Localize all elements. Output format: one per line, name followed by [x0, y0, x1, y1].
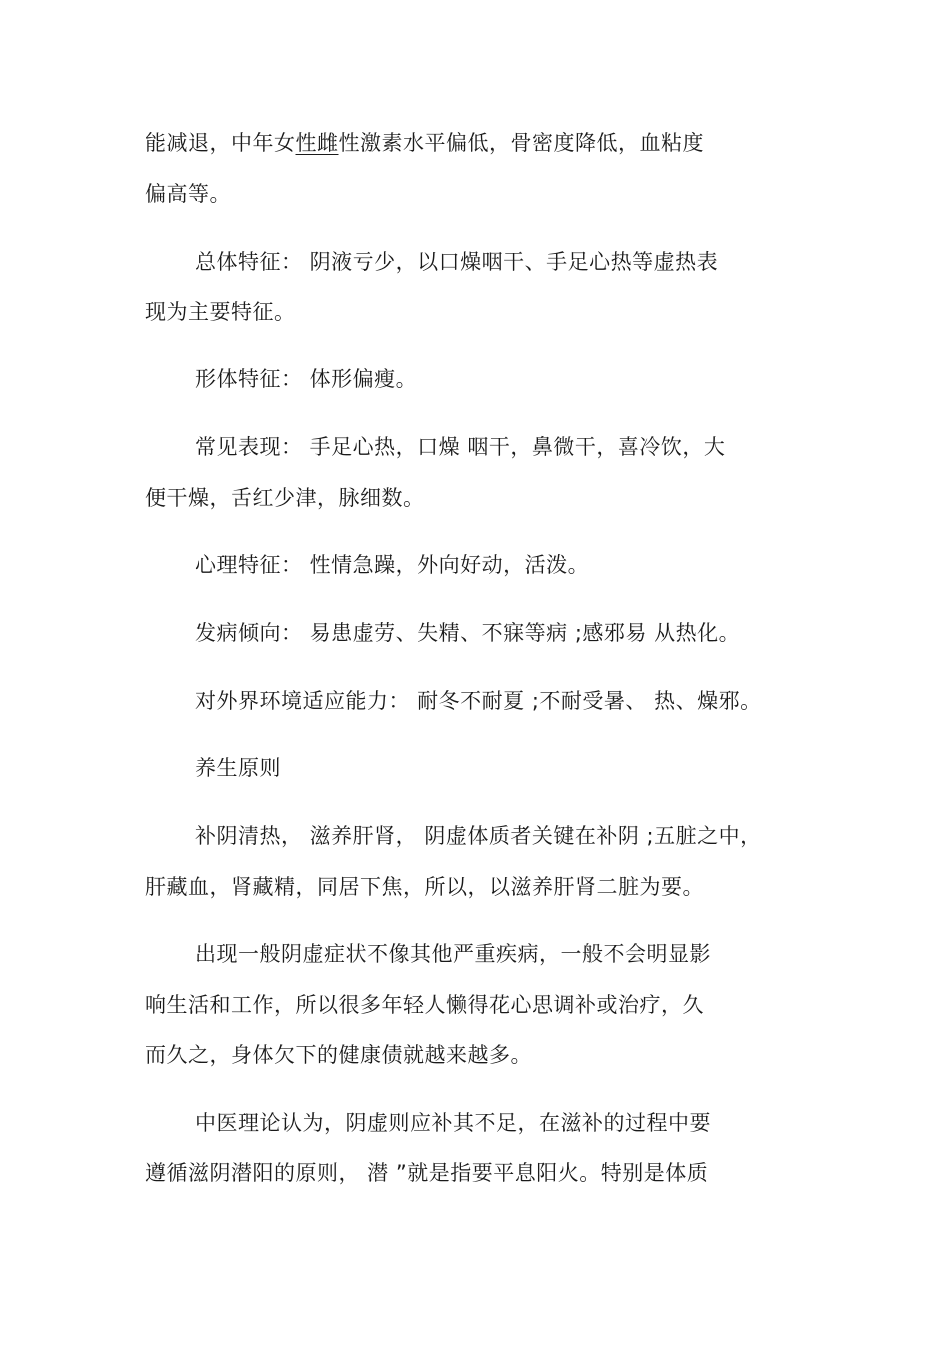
- paragraph-line: 现为主要特征。: [145, 300, 296, 324]
- paragraph-line: 补阴清热， 滋养肝肾， 阴虚体质者关键在补阴 ;五脏之中，: [195, 824, 762, 848]
- paragraph-line: 中医理论认为，阴虚则应补其不足，在滋补的过程中要: [195, 1111, 711, 1135]
- paragraph-line: [145, 130, 704, 156]
- text-span: 能减退，中年女: [145, 131, 296, 155]
- paragraph-line: 便干燥，舌红少津，脉细数。: [145, 486, 425, 510]
- section-heading: 养生原则: [195, 756, 281, 780]
- paragraph-line: 出现一般阴虚症状不像其他严重疾病，一般不会明显影: [195, 942, 711, 966]
- paragraph-line: 响生活和工作，所以很多年轻人懒得花心思调补或治疗，久: [145, 993, 704, 1017]
- text-span: 性激素水平偏低，骨密度降低，血粘度: [338, 131, 704, 155]
- paragraph-line: 肝藏血，肾藏精，同居下焦，所以，以滋养肝肾二脏为要。: [145, 875, 704, 899]
- paragraph-line: 遵循滋阴潜阳的原则， 潜 ”就是指要平息阳火。特别是体质: [145, 1161, 709, 1185]
- paragraph-line: 常见表现： 手足心热，口燥 咽干，鼻微干，喜冷饮，大: [195, 435, 726, 459]
- paragraph-line: 偏高等。: [145, 182, 231, 206]
- paragraph-line: 发病倾向： 易患虚劳、失精、不寐等病 ;感邪易 从热化。: [195, 621, 741, 645]
- paragraph-line: 总体特征： 阴液亏少，以口燥咽干、手足心热等虚热表: [195, 250, 719, 274]
- underlined-text: 性雌: [295, 131, 339, 155]
- paragraph-line: 形体特征： 体形偏瘦。: [195, 367, 418, 391]
- paragraph-line: 心理特征： 性情急躁，外向好动，活泼。: [195, 553, 590, 577]
- paragraph-line: 对外界环境适应能力： 耐冬不耐夏 ;不耐受暑、 热、燥邪。: [195, 689, 762, 713]
- paragraph-line: 而久之，身体欠下的健康债就越来越多。: [145, 1043, 532, 1067]
